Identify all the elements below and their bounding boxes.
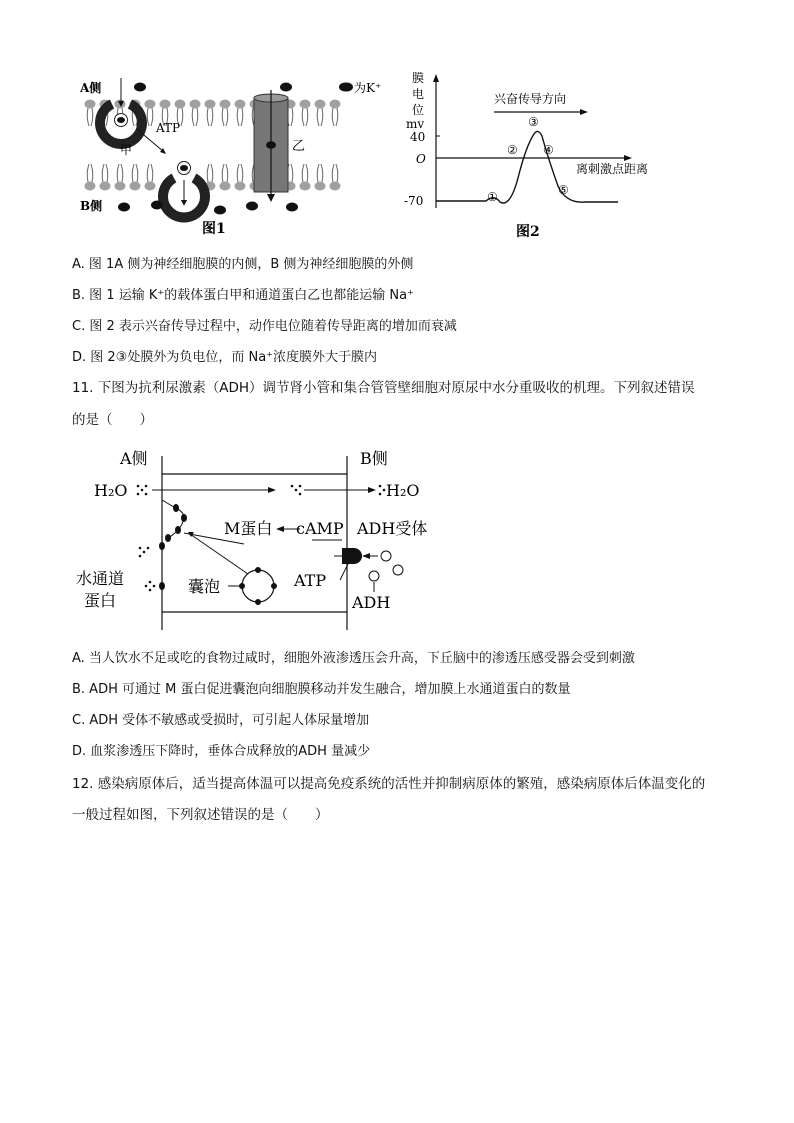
fig3-adh: ADH bbox=[352, 593, 391, 612]
q11-stem-line2: 的是（ ） bbox=[72, 412, 153, 428]
q10-option-a: A. 图 1A 侧为神经细胞膜的内侧，B 侧为神经细胞膜的外侧 bbox=[72, 257, 414, 272]
adh-receptor-shape bbox=[342, 548, 354, 564]
fig3-camp: cAMP bbox=[296, 519, 344, 538]
figure-2-potential-graph bbox=[400, 68, 649, 248]
figure-1-membrane-transport bbox=[72, 70, 372, 245]
fig2-marker-1: ① bbox=[487, 190, 498, 204]
fig2-marker-5: ⑤ bbox=[558, 183, 569, 197]
q11-option-d: D. 血浆渗透压下降时，垂体合成释放的ADH 量减少 bbox=[72, 744, 371, 759]
fig2-direction-label: 兴奋传导方向 bbox=[494, 92, 567, 106]
q10-option-d: D. 图 2③处膜外为负电位，而 Na⁺浓度膜外大于膜内 bbox=[72, 350, 378, 365]
vesicle-shape bbox=[242, 570, 274, 602]
q12-stem-line1: 12. 感染病原体后，适当提高体温可以提高免疫系统的活性并抑制病原体的繁殖，感染病原体后体温变化的 bbox=[72, 776, 706, 792]
fig1-carrier-label: 甲 bbox=[120, 143, 133, 157]
fig1-b-side: B侧 bbox=[80, 199, 103, 213]
q11-option-b: B. ADH 可通过 M 蛋白促进囊泡向细胞膜移动并发生融合，增加膜上水通道蛋白的数量 bbox=[72, 682, 571, 697]
fig2-unit: mv bbox=[406, 117, 425, 131]
fig2-marker-3: ③ bbox=[528, 115, 539, 129]
fig3-adh-receptor: ADH受体 bbox=[357, 519, 428, 538]
q10-option-b: B. 图 1 运输 K⁺的载体蛋白甲和通道蛋白乙也都能运输 Na⁺ bbox=[72, 288, 414, 303]
fig1-a-side: A侧 bbox=[80, 81, 102, 95]
fig3-m-protein: M蛋白 bbox=[224, 519, 273, 538]
fig3-atp: ATP bbox=[294, 571, 327, 590]
q11-stem-line1: 11. 下图为抗利尿激素（ADH）调节肾小管和集合管管壁细胞对原尿中水分重吸收的机理。下列叙述错误 bbox=[72, 380, 695, 396]
fig3-aquaporin-2: 蛋白 bbox=[84, 591, 117, 610]
fig1-atp: ATP bbox=[156, 121, 181, 135]
q11-option-a: A. 当人饮水不足或吃的食物过咸时，细胞外液渗透压会升高，下丘脑中的渗透压感受器会受到刺激 bbox=[72, 651, 635, 666]
fig2-marker-2: ② bbox=[507, 143, 518, 157]
fig2-ylabel-1: 膜 bbox=[412, 71, 425, 85]
fig3-h2o-right: H₂O bbox=[386, 481, 420, 500]
fig3-b-side: B侧 bbox=[360, 449, 388, 468]
fig3-a-side: A侧 bbox=[120, 449, 148, 468]
figure-3-adh-mechanism bbox=[72, 440, 452, 635]
q11-option-c: C. ADH 受体不敏感或受损时，可引起人体尿量增加 bbox=[72, 713, 370, 728]
q12-stem-line2: 一般过程如图，下列叙述错误的是（ ） bbox=[72, 807, 329, 823]
fig2-tick-neg70: -70 bbox=[404, 194, 424, 208]
fig1-caption: 图1 bbox=[202, 221, 226, 237]
fig3-vesicle: 囊泡 bbox=[188, 577, 221, 596]
q10-option-c: C. 图 2 表示兴奋传导过程中，动作电位随着传导距离的增加而衰减 bbox=[72, 319, 457, 334]
fig1-legend-text: 为K⁺ bbox=[354, 81, 382, 95]
fig2-ylabel-3: 位 bbox=[412, 103, 425, 117]
fig3-h2o-left: H₂O bbox=[94, 481, 128, 500]
fig3-aquaporin-1: 水通道 bbox=[76, 569, 125, 588]
fig2-marker-4: ④ bbox=[543, 143, 554, 157]
fig2-caption: 图2 bbox=[516, 224, 540, 240]
fig2-tick-40: 40 bbox=[410, 130, 426, 144]
fig2-xlabel: 离刺激点距离 bbox=[576, 162, 649, 176]
fig2-ylabel-2: 电 bbox=[412, 87, 425, 101]
fig2-origin: O bbox=[416, 152, 426, 166]
fig1-legend bbox=[335, 76, 395, 98]
fig1-channel-label: 乙 bbox=[292, 139, 306, 154]
lipid-bilayer-bottom bbox=[85, 164, 341, 191]
